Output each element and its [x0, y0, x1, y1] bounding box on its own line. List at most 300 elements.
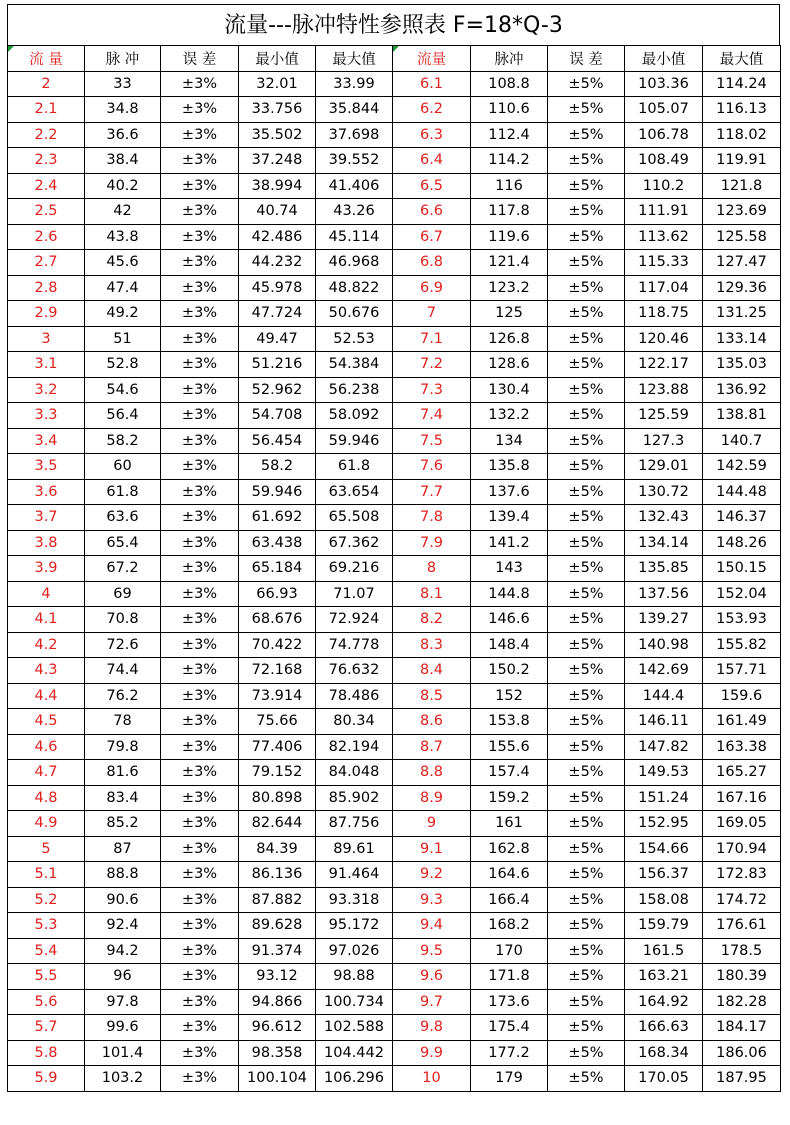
header-error-right: 误 差 [548, 46, 625, 72]
table-row [8, 428, 781, 454]
cell-max-left: 84.048 [316, 760, 393, 786]
cell-flow-left: 3.8 [8, 530, 85, 556]
cell-error-right: ±5% [548, 989, 625, 1015]
cell-min-left: 87.882 [239, 887, 316, 913]
cell-min-right: 137.56 [625, 581, 703, 607]
cell-max-left: 97.026 [316, 938, 393, 964]
table-body [8, 71, 781, 1091]
cell-max-right: 119.91 [703, 148, 781, 174]
cell-pulse-right: 171.8 [471, 964, 548, 990]
cell-error-left: ±3% [161, 658, 239, 684]
cell-max-right: 148.26 [703, 530, 781, 556]
cell-pulse-right: 150.2 [471, 658, 548, 684]
cell-flow-right: 6.6 [393, 199, 471, 225]
table-row [8, 964, 781, 990]
cell-max-left: 33.99 [316, 71, 393, 97]
cell-min-right: 140.98 [625, 632, 703, 658]
cell-max-right: 152.04 [703, 581, 781, 607]
cell-min-right: 135.85 [625, 556, 703, 582]
cell-error-left: ±3% [161, 403, 239, 429]
cell-pulse-left: 85.2 [85, 811, 161, 837]
cell-flow-left: 2.1 [8, 97, 85, 123]
cell-error-left: ±3% [161, 734, 239, 760]
cell-max-left: 50.676 [316, 301, 393, 327]
cell-error-left: ±3% [161, 887, 239, 913]
cell-pulse-left: 103.2 [85, 1066, 161, 1092]
cell-flow-right: 8.1 [393, 581, 471, 607]
cell-pulse-right: 153.8 [471, 709, 548, 735]
cell-error-right: ±5% [548, 403, 625, 429]
cell-max-right: 159.6 [703, 683, 781, 709]
cell-error-left: ±3% [161, 632, 239, 658]
cell-min-right: 113.62 [625, 224, 703, 250]
cell-flow-left: 5 [8, 836, 85, 862]
table-row [8, 683, 781, 709]
cell-max-left: 35.844 [316, 97, 393, 123]
cell-error-right: ±5% [548, 275, 625, 301]
cell-pulse-left: 51 [85, 326, 161, 352]
cell-error-left: ±3% [161, 275, 239, 301]
cell-error-left: ±3% [161, 530, 239, 556]
cell-min-left: 80.898 [239, 785, 316, 811]
cell-pulse-left: 63.6 [85, 505, 161, 531]
cell-max-right: 153.93 [703, 607, 781, 633]
cell-error-right: ±5% [548, 250, 625, 276]
cell-pulse-right: 110.6 [471, 97, 548, 123]
cell-error-right: ±5% [548, 607, 625, 633]
table-row [8, 326, 781, 352]
cell-flow-right: 9.5 [393, 938, 471, 964]
cell-pulse-left: 81.6 [85, 760, 161, 786]
table-row [8, 199, 781, 225]
cell-min-right: 129.01 [625, 454, 703, 480]
cell-min-right: 159.79 [625, 913, 703, 939]
cell-error-left: ±3% [161, 352, 239, 378]
table-row [8, 224, 781, 250]
cell-error-left: ±3% [161, 1040, 239, 1066]
cell-error-left: ±3% [161, 505, 239, 531]
cell-flow-right: 7.5 [393, 428, 471, 454]
table-row [8, 938, 781, 964]
cell-min-left: 82.644 [239, 811, 316, 837]
cell-max-right: 170.94 [703, 836, 781, 862]
cell-flow-right: 7.6 [393, 454, 471, 480]
cell-flow-left: 2.7 [8, 250, 85, 276]
header-flow-right: 流量 [393, 46, 471, 72]
cell-flow-right: 8.8 [393, 760, 471, 786]
cell-pulse-left: 52.8 [85, 352, 161, 378]
cell-min-left: 56.454 [239, 428, 316, 454]
cell-min-left: 45.978 [239, 275, 316, 301]
cell-pulse-right: 139.4 [471, 505, 548, 531]
cell-max-left: 102.588 [316, 1015, 393, 1041]
cell-pulse-right: 179 [471, 1066, 548, 1092]
cell-min-right: 115.33 [625, 250, 703, 276]
cell-pulse-left: 60 [85, 454, 161, 480]
cell-max-right: 125.58 [703, 224, 781, 250]
cell-pulse-left: 42 [85, 199, 161, 225]
cell-max-left: 78.486 [316, 683, 393, 709]
cell-pulse-left: 76.2 [85, 683, 161, 709]
page-title: 流量---脉冲特性参照表 F=18*Q-3 [7, 4, 780, 45]
header-min-left: 最小值 [239, 46, 316, 72]
cell-max-right: 136.92 [703, 377, 781, 403]
cell-error-left: ±3% [161, 1015, 239, 1041]
cell-pulse-left: 92.4 [85, 913, 161, 939]
table-row [8, 301, 781, 327]
cell-pulse-right: 125 [471, 301, 548, 327]
header-min-right: 最小值 [625, 46, 703, 72]
cell-error-right: ±5% [548, 836, 625, 862]
cell-min-left: 77.406 [239, 734, 316, 760]
cell-error-left: ±3% [161, 71, 239, 97]
cell-error-right: ±5% [548, 938, 625, 964]
cell-min-left: 89.628 [239, 913, 316, 939]
flow-pulse-table [7, 45, 781, 1092]
cell-flow-right: 8 [393, 556, 471, 582]
cell-max-left: 87.756 [316, 811, 393, 837]
cell-min-left: 65.184 [239, 556, 316, 582]
cell-flow-left: 5.5 [8, 964, 85, 990]
table-row [8, 556, 781, 582]
cell-pulse-left: 58.2 [85, 428, 161, 454]
cell-flow-right: 6.3 [393, 122, 471, 148]
cell-min-left: 68.676 [239, 607, 316, 633]
cell-error-right: ±5% [548, 428, 625, 454]
cell-min-right: 130.72 [625, 479, 703, 505]
cell-max-left: 67.362 [316, 530, 393, 556]
cell-error-left: ±3% [161, 862, 239, 888]
cell-error-right: ±5% [548, 454, 625, 480]
cell-error-right: ±5% [548, 224, 625, 250]
cell-min-right: 132.43 [625, 505, 703, 531]
cell-error-left: ±3% [161, 938, 239, 964]
table-row [8, 734, 781, 760]
cell-max-right: 176.61 [703, 913, 781, 939]
cell-max-right: 169.05 [703, 811, 781, 837]
cell-max-right: 146.37 [703, 505, 781, 531]
cell-pulse-right: 170 [471, 938, 548, 964]
cell-max-right: 174.72 [703, 887, 781, 913]
cell-min-left: 38.994 [239, 173, 316, 199]
cell-pulse-right: 173.6 [471, 989, 548, 1015]
cell-max-right: 182.28 [703, 989, 781, 1015]
cell-error-left: ±3% [161, 454, 239, 480]
cell-max-left: 46.968 [316, 250, 393, 276]
cell-pulse-left: 70.8 [85, 607, 161, 633]
cell-min-left: 93.12 [239, 964, 316, 990]
cell-pulse-left: 36.6 [85, 122, 161, 148]
cell-min-left: 33.756 [239, 97, 316, 123]
cell-error-left: ±3% [161, 913, 239, 939]
cell-min-right: 120.46 [625, 326, 703, 352]
cell-flow-left: 3.1 [8, 352, 85, 378]
cell-error-left: ±3% [161, 97, 239, 123]
cell-error-right: ±5% [548, 479, 625, 505]
cell-pulse-left: 88.8 [85, 862, 161, 888]
cell-pulse-left: 67.2 [85, 556, 161, 582]
header-max-right: 最大值 [703, 46, 781, 72]
cell-pulse-right: 126.8 [471, 326, 548, 352]
cell-max-right: 129.36 [703, 275, 781, 301]
cell-min-left: 98.358 [239, 1040, 316, 1066]
cell-flow-left: 4.2 [8, 632, 85, 658]
cell-min-right: 139.27 [625, 607, 703, 633]
cell-flow-right: 7.1 [393, 326, 471, 352]
cell-max-left: 98.88 [316, 964, 393, 990]
cell-min-right: 142.69 [625, 658, 703, 684]
cell-min-right: 154.66 [625, 836, 703, 862]
header-error-left: 误 差 [161, 46, 239, 72]
cell-error-right: ±5% [548, 97, 625, 123]
cell-pulse-left: 94.2 [85, 938, 161, 964]
cell-pulse-left: 78 [85, 709, 161, 735]
cell-flow-left: 2.3 [8, 148, 85, 174]
cell-pulse-left: 40.2 [85, 173, 161, 199]
cell-max-right: 167.16 [703, 785, 781, 811]
cell-error-right: ±5% [548, 199, 625, 225]
cell-error-left: ±3% [161, 581, 239, 607]
cell-flow-right: 9.4 [393, 913, 471, 939]
cell-pulse-left: 47.4 [85, 275, 161, 301]
cell-error-right: ±5% [548, 964, 625, 990]
cell-max-left: 100.734 [316, 989, 393, 1015]
cell-error-right: ±5% [548, 1040, 625, 1066]
cell-pulse-right: 130.4 [471, 377, 548, 403]
cell-flow-left: 2.2 [8, 122, 85, 148]
cell-max-left: 61.8 [316, 454, 393, 480]
cell-error-right: ±5% [548, 173, 625, 199]
cell-min-right: 134.14 [625, 530, 703, 556]
cell-error-left: ±3% [161, 811, 239, 837]
cell-error-right: ±5% [548, 913, 625, 939]
cell-max-left: 106.296 [316, 1066, 393, 1092]
table-row [8, 505, 781, 531]
cell-error-right: ±5% [548, 709, 625, 735]
cell-pulse-right: 161 [471, 811, 548, 837]
cell-max-left: 48.822 [316, 275, 393, 301]
cell-min-right: 164.92 [625, 989, 703, 1015]
cell-max-left: 59.946 [316, 428, 393, 454]
cell-min-left: 42.486 [239, 224, 316, 250]
cell-max-left: 56.238 [316, 377, 393, 403]
cell-flow-left: 4.5 [8, 709, 85, 735]
table-row [8, 811, 781, 837]
cell-pulse-right: 119.6 [471, 224, 548, 250]
cell-flow-left: 5.1 [8, 862, 85, 888]
cell-error-right: ±5% [548, 530, 625, 556]
cell-min-right: 118.75 [625, 301, 703, 327]
cell-flow-right: 8.9 [393, 785, 471, 811]
cell-pulse-right: 157.4 [471, 760, 548, 786]
cell-max-left: 65.508 [316, 505, 393, 531]
cell-error-left: ±3% [161, 836, 239, 862]
cell-min-right: 151.24 [625, 785, 703, 811]
cell-min-right: 166.63 [625, 1015, 703, 1041]
cell-max-left: 54.384 [316, 352, 393, 378]
cell-flow-left: 3.4 [8, 428, 85, 454]
cell-error-right: ±5% [548, 301, 625, 327]
cell-flow-left: 3.5 [8, 454, 85, 480]
cell-error-right: ±5% [548, 887, 625, 913]
cell-pulse-right: 162.8 [471, 836, 548, 862]
cell-flow-right: 9.7 [393, 989, 471, 1015]
cell-error-right: ±5% [548, 122, 625, 148]
cell-error-left: ±3% [161, 683, 239, 709]
cell-pulse-right: 164.6 [471, 862, 548, 888]
cell-min-right: 123.88 [625, 377, 703, 403]
cell-max-left: 39.552 [316, 148, 393, 174]
cell-min-left: 47.724 [239, 301, 316, 327]
cell-pulse-right: 146.6 [471, 607, 548, 633]
header-pulse-left: 脉 冲 [85, 46, 161, 72]
cell-min-right: 111.91 [625, 199, 703, 225]
table-row [8, 250, 781, 276]
cell-pulse-right: 137.6 [471, 479, 548, 505]
cell-max-right: 142.59 [703, 454, 781, 480]
cell-pulse-right: 121.4 [471, 250, 548, 276]
cell-flow-right: 8.2 [393, 607, 471, 633]
cell-flow-left: 4.8 [8, 785, 85, 811]
cell-flow-left: 4.1 [8, 607, 85, 633]
cell-min-left: 70.422 [239, 632, 316, 658]
cell-pulse-left: 65.4 [85, 530, 161, 556]
table-row [8, 530, 781, 556]
cell-flow-right: 6.7 [393, 224, 471, 250]
cell-error-right: ±5% [548, 811, 625, 837]
cell-max-right: 172.83 [703, 862, 781, 888]
table-row [8, 989, 781, 1015]
cell-flow-right: 7 [393, 301, 471, 327]
cell-max-right: 135.03 [703, 352, 781, 378]
cell-min-right: 158.08 [625, 887, 703, 913]
table-row [8, 173, 781, 199]
cell-flow-right: 9.9 [393, 1040, 471, 1066]
cell-error-left: ±3% [161, 989, 239, 1015]
table-row [8, 709, 781, 735]
cell-flow-left: 2 [8, 71, 85, 97]
table-row [8, 1015, 781, 1041]
cell-max-left: 58.092 [316, 403, 393, 429]
cell-min-left: 96.612 [239, 1015, 316, 1041]
cell-error-left: ±3% [161, 479, 239, 505]
cell-flow-left: 5.2 [8, 887, 85, 913]
cell-max-left: 76.632 [316, 658, 393, 684]
cell-pulse-right: 117.8 [471, 199, 548, 225]
cell-flow-right: 7.7 [393, 479, 471, 505]
table-row [8, 887, 781, 913]
cell-flow-left: 2.9 [8, 301, 85, 327]
cell-max-right: 140.7 [703, 428, 781, 454]
cell-flow-left: 2.8 [8, 275, 85, 301]
cell-flow-right: 7.4 [393, 403, 471, 429]
cell-min-right: 117.04 [625, 275, 703, 301]
cell-max-left: 91.464 [316, 862, 393, 888]
cell-flow-right: 8.3 [393, 632, 471, 658]
cell-max-left: 43.26 [316, 199, 393, 225]
cell-max-right: 180.39 [703, 964, 781, 990]
cell-flow-left: 3.6 [8, 479, 85, 505]
cell-flow-left: 5.7 [8, 1015, 85, 1041]
cell-min-right: 108.49 [625, 148, 703, 174]
cell-pulse-left: 87 [85, 836, 161, 862]
table-row [8, 760, 781, 786]
table-row [8, 785, 781, 811]
cell-flow-left: 2.5 [8, 199, 85, 225]
cell-pulse-left: 74.4 [85, 658, 161, 684]
cell-min-right: 163.21 [625, 964, 703, 990]
cell-max-right: 163.38 [703, 734, 781, 760]
cell-min-left: 52.962 [239, 377, 316, 403]
table-row [8, 148, 781, 174]
table-row [8, 352, 781, 378]
cell-error-right: ±5% [548, 734, 625, 760]
cell-flow-right: 8.6 [393, 709, 471, 735]
cell-error-right: ±5% [548, 1066, 625, 1092]
table-row [8, 862, 781, 888]
cell-min-left: 73.914 [239, 683, 316, 709]
cell-min-left: 91.374 [239, 938, 316, 964]
cell-pulse-left: 33 [85, 71, 161, 97]
header-max-left: 最大值 [316, 46, 393, 72]
cell-flow-right: 7.8 [393, 505, 471, 531]
cell-max-right: 131.25 [703, 301, 781, 327]
header-pulse-right: 脉冲 [471, 46, 548, 72]
cell-pulse-right: 155.6 [471, 734, 548, 760]
table-row [8, 836, 781, 862]
cell-min-right: 161.5 [625, 938, 703, 964]
cell-min-right: 105.07 [625, 97, 703, 123]
table-row [8, 1040, 781, 1066]
cell-error-right: ±5% [548, 71, 625, 97]
table-row [8, 275, 781, 301]
cell-error-left: ±3% [161, 785, 239, 811]
cell-flow-right: 9.8 [393, 1015, 471, 1041]
cell-error-right: ±5% [548, 148, 625, 174]
cell-flow-left: 5.9 [8, 1066, 85, 1092]
cell-pulse-right: 128.6 [471, 352, 548, 378]
cell-min-right: 110.2 [625, 173, 703, 199]
cell-flow-right: 8.5 [393, 683, 471, 709]
cell-flow-left: 2.6 [8, 224, 85, 250]
cell-pulse-left: 99.6 [85, 1015, 161, 1041]
cell-min-left: 44.232 [239, 250, 316, 276]
table-row [8, 658, 781, 684]
cell-error-left: ±3% [161, 377, 239, 403]
cell-flow-right: 8.7 [393, 734, 471, 760]
cell-max-left: 89.61 [316, 836, 393, 862]
reference-sheet [7, 4, 780, 1092]
cell-flow-right: 9.2 [393, 862, 471, 888]
cell-pulse-left: 45.6 [85, 250, 161, 276]
cell-min-right: 144.4 [625, 683, 703, 709]
cell-error-right: ±5% [548, 632, 625, 658]
cell-error-right: ±5% [548, 862, 625, 888]
cell-flow-right: 7.9 [393, 530, 471, 556]
cell-min-right: 146.11 [625, 709, 703, 735]
cell-min-left: 32.01 [239, 71, 316, 97]
cell-min-left: 100.104 [239, 1066, 316, 1092]
cell-min-right: 152.95 [625, 811, 703, 837]
cell-min-left: 84.39 [239, 836, 316, 862]
cell-min-left: 51.216 [239, 352, 316, 378]
cell-min-left: 63.438 [239, 530, 316, 556]
table-row [8, 479, 781, 505]
cell-pulse-right: 123.2 [471, 275, 548, 301]
header-row [8, 46, 781, 72]
table-row [8, 403, 781, 429]
cell-max-left: 37.698 [316, 122, 393, 148]
